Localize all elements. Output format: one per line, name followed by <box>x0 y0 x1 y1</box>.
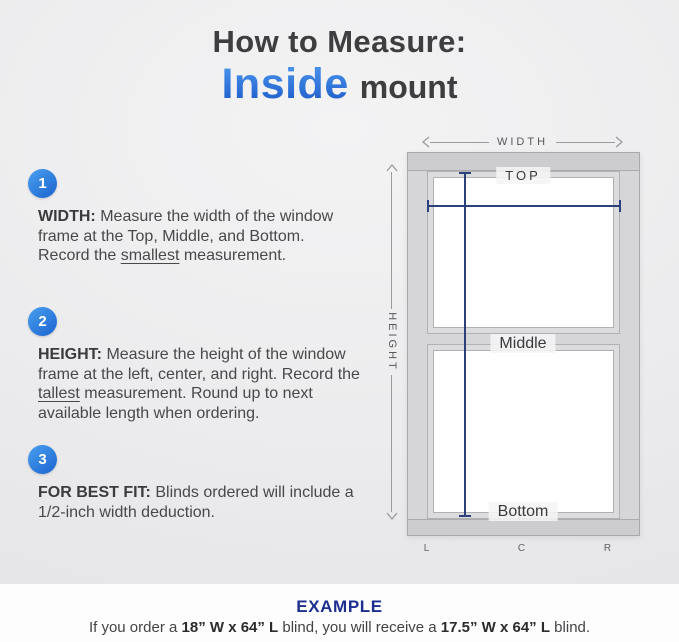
height-measure-line <box>464 172 466 517</box>
arrow-line <box>391 172 392 309</box>
bottom-label: Bottom <box>489 502 558 521</box>
title-highlight: Inside <box>221 60 349 108</box>
axis-label-right: R <box>603 543 613 554</box>
step-text-before: Measure the width of the window frame at the Top, Middle, and Bottom. Record the <box>38 208 334 264</box>
step-description <box>38 345 360 423</box>
height-dimension-arrow <box>385 163 398 521</box>
step-keyword: WIDTH: <box>38 208 96 225</box>
step-width <box>28 169 368 266</box>
step-text-after: measurement. <box>179 247 287 264</box>
example-footer <box>0 584 679 642</box>
step-underlined-word: smallest <box>120 247 180 264</box>
step-number-badge: 3 <box>28 445 57 474</box>
arrow-line <box>556 142 615 143</box>
lower-pane <box>433 350 614 513</box>
step-keyword: FOR BEST FIT: <box>38 484 151 501</box>
example-sentence <box>0 619 679 636</box>
page-title <box>0 24 679 117</box>
width-measure-line <box>427 205 621 207</box>
example-heading: EXAMPLE <box>296 597 383 616</box>
step-description <box>38 207 360 266</box>
example-text-after: blind. <box>550 619 591 636</box>
title-line2 <box>0 61 679 117</box>
title-suffix: mount <box>359 69 458 105</box>
example-size-ordered: 18” W x 64” L <box>181 619 279 636</box>
step-description <box>38 483 360 522</box>
width-dimension-arrow <box>421 131 624 153</box>
step-number-badge: 1 <box>28 169 57 198</box>
arrow-line <box>391 375 392 512</box>
step-text-after: measurement. Round up to next available length when ordering. <box>38 385 313 422</box>
step-text-before: Blinds ordered will include a 1/2-inch width deduction. <box>38 484 354 521</box>
step-underlined-word: tallest <box>38 385 80 402</box>
arrow-right-chevron-icon <box>615 136 624 148</box>
window-frame-bottom <box>408 519 639 535</box>
example-text-middle: blind, you will receive a <box>278 619 441 636</box>
arrow-up-chevron-icon <box>386 163 398 172</box>
step-text-before: Measure the height of the window frame at the left, center, and right. Record the <box>38 346 360 383</box>
height-arrow-label: HEIGHT <box>385 312 398 372</box>
lower-sash <box>427 344 620 519</box>
middle-label: Middle <box>490 334 555 353</box>
top-label: TOP <box>496 167 550 184</box>
step-keyword: HEIGHT: <box>38 346 102 363</box>
arrow-line <box>430 142 489 143</box>
step-best-fit <box>28 445 368 522</box>
step-number-badge: 2 <box>28 307 57 336</box>
height-arrow-label-box <box>385 309 398 375</box>
example-size-received: 17.5” W x 64” L <box>440 619 551 636</box>
arrow-left-chevron-icon <box>421 136 430 148</box>
axis-label-left: L <box>423 543 431 554</box>
example-text-before: If you order a <box>88 619 182 636</box>
arrow-down-chevron-icon <box>386 512 398 521</box>
upper-sash <box>427 171 620 334</box>
step-height <box>28 307 368 423</box>
width-arrow-label: WIDTH <box>496 136 549 148</box>
title-prefix: How to Measure: <box>212 24 467 59</box>
axis-label-center: C <box>517 543 527 554</box>
upper-pane <box>433 177 614 328</box>
